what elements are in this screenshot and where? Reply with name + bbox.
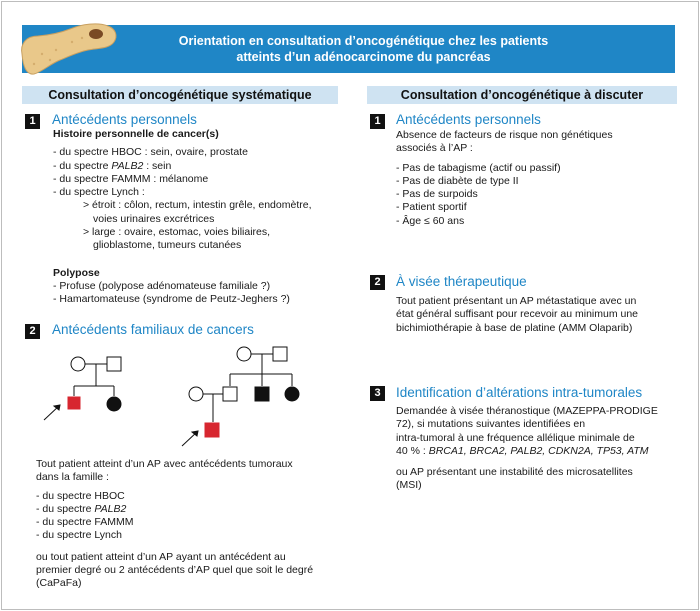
- no-overweight: - Pas de surpoids: [396, 188, 478, 201]
- lynch-broad-line2: glioblastome, tumeurs cutanées: [93, 239, 242, 252]
- pedigree2-proband: [205, 423, 219, 437]
- left-column-header: Consultation d’oncogénétique systématique: [22, 86, 338, 104]
- family-lynch: - du spectre Lynch: [36, 529, 122, 542]
- no-smoking: - Pas de tabagisme (actif ou passif): [396, 161, 561, 174]
- right-column-header: Consultation d’oncogénétique à discuter: [367, 86, 677, 104]
- therapeutic-line3: bichimiothérapie à base de platine (AMM Olaparib): [396, 321, 633, 334]
- hboc-line: - du spectre HBOC : sein, ovaire, prostate: [53, 146, 248, 159]
- pedigree2-affected-uncle: [255, 387, 269, 401]
- pedigree1-grandmother: [71, 357, 85, 371]
- family-hboc: - du spectre HBOC: [36, 489, 125, 502]
- nongenetic-risk-line2: associés à l’AP :: [396, 142, 473, 155]
- pedigree2-father: [223, 387, 237, 401]
- left-section1-number: 1: [25, 114, 40, 129]
- pedigree2-mother: [189, 387, 203, 401]
- header-title-line1: Orientation en consultation d’oncogénétique chez les patients: [178, 34, 549, 48]
- family-criteria-line2: dans la famille :: [36, 471, 109, 484]
- pedigree-diagrams: [30, 342, 360, 452]
- no-diabetes: - Pas de diabète de type II: [396, 174, 519, 187]
- pedigree2-affected-aunt: [285, 387, 299, 401]
- right-section1-number: 1: [370, 114, 385, 129]
- capafa-line3: (CaPaFa): [36, 577, 82, 590]
- theranostic-line2: 72), si mutations suivantes identifiées en: [396, 418, 586, 431]
- therapeutic-line1: Tout patient présentant un AP métastatique avec un: [396, 295, 637, 307]
- pancreas-illustration: [12, 14, 122, 84]
- palb2-line: - du spectre PALB2 : sein: [53, 159, 172, 172]
- right-section1-body: [396, 129, 613, 228]
- polypose-hamartomateuse: - Hamartomateuse (syndrome de Peutz-Jeghers ?): [53, 293, 290, 306]
- left-section1-body: [53, 128, 312, 307]
- theranostic-line1: Demandée à visée théranostique (MAZEPPA-PRODIGE: [396, 405, 658, 417]
- family-fammm: - du spectre FAMMM: [36, 516, 134, 529]
- header-title-line2: atteints d’un adénocarcinome du pancréas: [236, 50, 491, 64]
- pedigree-2: [182, 347, 299, 446]
- right-section3-title: Identification d’altérations intra-tumorales: [396, 385, 643, 400]
- personal-history-subtitle: Histoire personnelle de cancer(s): [53, 128, 219, 140]
- gene-list-line: 40 % : BRCA1, BRCA2, PALB2, CDKN2A, TP53, ATM: [396, 444, 649, 457]
- msi-line2: (MSI): [396, 479, 422, 492]
- pedigree1-affected-sister: [107, 397, 121, 411]
- theranostic-line3: intra-tumoral à une fréquence allélique minimale de: [396, 431, 635, 444]
- fammm-line: - du spectre FAMMM : mélanome: [53, 172, 209, 185]
- family-palb2: - du spectre PALB2: [36, 502, 127, 515]
- right-section3-number: 3: [370, 386, 385, 401]
- left-section2-title: Antécédents familiaux de cancers: [52, 322, 254, 337]
- right-section2-title: À visée thérapeutique: [396, 274, 527, 289]
- pedigree-1: [44, 357, 121, 420]
- age-criterion: - Âge ≤ 60 ans: [396, 214, 465, 227]
- lynch-narrow-line2: voies urinaires excrétrices: [93, 212, 215, 225]
- right-section2-body: [396, 295, 638, 335]
- right-section3-body: [396, 405, 658, 493]
- pedigree2-grandfather: [273, 347, 287, 361]
- left-section1-title: Antécédents personnels: [52, 112, 197, 127]
- athletic-patient: - Patient sportif: [396, 201, 467, 214]
- capafa-line1: ou tout patient atteint d’un AP ayant un antécédent au: [36, 550, 286, 563]
- left-section2-number: 2: [25, 324, 40, 339]
- capafa-line2: premier degré ou 2 antécédents d’AP quel que soit le degré: [36, 564, 314, 577]
- lynch-narrow-line: > étroit : côlon, rectum, intestin grêle, endomètre,: [83, 199, 312, 212]
- therapeutic-line2: état général suffisant pour recevoir au minimum une: [396, 308, 639, 321]
- left-section2-body: [36, 458, 313, 591]
- right-section2-number: 2: [370, 275, 385, 290]
- pedigree2-grandmother: [237, 347, 251, 361]
- right-section1-title: Antécédents personnels: [396, 112, 541, 127]
- nongenetic-risk-line1: Absence de facteurs de risque non génétiques: [396, 129, 613, 141]
- family-criteria-line1: Tout patient atteint d’un AP avec antécédents tumoraux: [36, 458, 293, 470]
- pedigree1-proband: [68, 397, 80, 409]
- msi-line1: ou AP présentant une instabilité des microsatellites: [396, 466, 633, 479]
- lynch-line: - du spectre Lynch :: [53, 186, 145, 199]
- pedigree1-grandfather: [107, 357, 121, 371]
- lynch-broad-line: > large : ovaire, estomac, voies biliaires,: [83, 226, 271, 239]
- polypose-profuse: - Profuse (polypose adénomateuse familiale ?): [53, 279, 271, 292]
- polypose-subtitle: Polypose: [53, 266, 100, 279]
